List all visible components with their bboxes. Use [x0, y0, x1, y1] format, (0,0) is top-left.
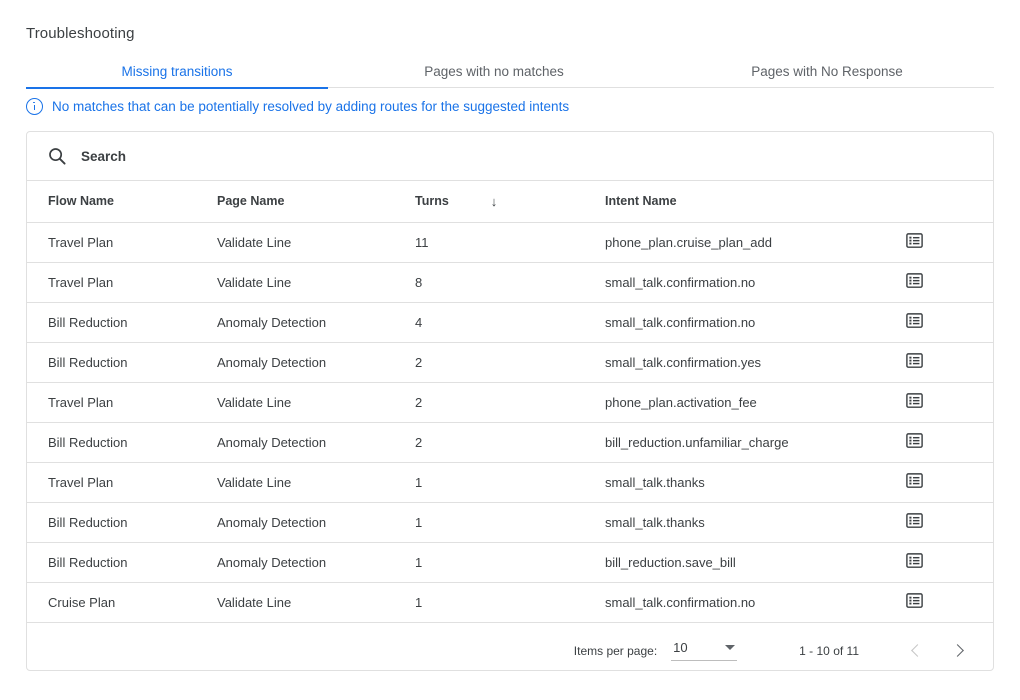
cell-actions: [905, 542, 993, 582]
view-details-icon[interactable]: [905, 551, 924, 570]
chevron-right-icon: [951, 644, 964, 657]
cell-flow-name: Travel Plan: [27, 262, 217, 302]
cell-intent-name: small_talk.thanks: [605, 502, 905, 542]
column-header-actions: [905, 181, 993, 222]
table-row[interactable]: [27, 222, 993, 262]
view-details-icon[interactable]: [905, 431, 924, 450]
column-header-turns-label: Turns: [415, 194, 449, 209]
table-row[interactable]: [27, 422, 993, 462]
cell-turns: 11: [415, 222, 605, 262]
cell-flow-name: Cruise Plan: [27, 582, 217, 622]
cell-actions: [905, 342, 993, 382]
search-icon[interactable]: [47, 146, 67, 166]
cell-intent-name: small_talk.confirmation.no: [605, 582, 905, 622]
cell-intent-name: small_talk.confirmation.no: [605, 302, 905, 342]
cell-intent-name: bill_reduction.unfamiliar_charge: [605, 422, 905, 462]
view-details-icon[interactable]: [905, 231, 924, 250]
cell-intent-name: phone_plan.activation_fee: [605, 382, 905, 422]
cell-page-name: Validate Line: [217, 382, 415, 422]
cell-flow-name: Travel Plan: [27, 222, 217, 262]
tab-pages-with-no-matches[interactable]: Pages with no matches: [424, 63, 564, 79]
cell-turns: 1: [415, 582, 605, 622]
chevron-left-icon: [911, 644, 924, 657]
cell-page-name: Validate Line: [217, 222, 415, 262]
cell-page-name: Validate Line: [217, 582, 415, 622]
cell-actions: [905, 262, 993, 302]
cell-flow-name: Travel Plan: [27, 462, 217, 502]
cell-turns: 1: [415, 462, 605, 502]
view-details-icon[interactable]: [905, 391, 924, 410]
view-details-icon[interactable]: [905, 271, 924, 290]
view-details-icon[interactable]: [905, 351, 924, 370]
cell-turns: 4: [415, 302, 605, 342]
column-header-turns[interactable]: [415, 181, 605, 222]
table-header: [27, 181, 993, 222]
cell-intent-name: bill_reduction.save_bill: [605, 542, 905, 582]
cell-page-name: Anomaly Detection: [217, 502, 415, 542]
cell-turns: 2: [415, 382, 605, 422]
table-row[interactable]: [27, 262, 993, 302]
next-page-button[interactable]: [937, 631, 977, 671]
column-header-flow-name[interactable]: Flow Name: [27, 181, 217, 222]
cell-turns: 8: [415, 262, 605, 302]
cell-intent-name: small_talk.confirmation.yes: [605, 342, 905, 382]
items-per-page-select[interactable]: [671, 640, 737, 661]
missing-transitions-table: [27, 181, 993, 623]
cell-flow-name: Bill Reduction: [27, 422, 217, 462]
cell-actions: [905, 382, 993, 422]
info-banner-text: No matches that can be potentially resolved by adding routes for the suggested intents: [52, 99, 570, 114]
cell-actions: [905, 302, 993, 342]
search-bar: [27, 132, 993, 181]
view-details-icon[interactable]: [905, 311, 924, 330]
sort-descending-icon[interactable]: ↓: [490, 193, 498, 209]
cell-actions: [905, 582, 993, 622]
tab-pages-with-no-response[interactable]: Pages with No Response: [751, 63, 903, 79]
cell-intent-name: phone_plan.cruise_plan_add: [605, 222, 905, 262]
view-details-icon[interactable]: [905, 511, 924, 530]
table-body: [27, 222, 993, 622]
cell-actions: [905, 422, 993, 462]
items-per-page-value: 10: [673, 640, 688, 655]
cell-page-name: Validate Line: [217, 262, 415, 302]
cell-flow-name: Bill Reduction: [27, 302, 217, 342]
cell-flow-name: Travel Plan: [27, 382, 217, 422]
column-header-page-name[interactable]: Page Name: [217, 181, 415, 222]
table-row[interactable]: [27, 382, 993, 422]
table-row[interactable]: [27, 542, 993, 582]
cell-turns: 2: [415, 342, 605, 382]
cell-turns: 2: [415, 422, 605, 462]
items-per-page-label: Items per page:: [573, 643, 658, 658]
cell-page-name: Anomaly Detection: [217, 422, 415, 462]
cell-actions: [905, 502, 993, 542]
cell-actions: [905, 462, 993, 502]
paginator: [27, 623, 993, 679]
table-row[interactable]: [27, 502, 993, 542]
cell-flow-name: Bill Reduction: [27, 342, 217, 382]
chevron-down-icon: [725, 645, 735, 650]
page-title: Troubleshooting: [26, 25, 135, 42]
cell-flow-name: Bill Reduction: [27, 502, 217, 542]
cell-flow-name: Bill Reduction: [27, 542, 217, 582]
table-row[interactable]: [27, 462, 993, 502]
info-banner: [26, 98, 569, 115]
results-card: [26, 131, 994, 671]
page-range-label: 1 - 10 of 11: [799, 643, 859, 658]
view-details-icon[interactable]: [905, 591, 924, 610]
column-header-intent-name[interactable]: Intent Name: [605, 181, 905, 222]
info-icon: [26, 98, 43, 115]
cell-actions: [905, 222, 993, 262]
table-row[interactable]: [27, 302, 993, 342]
cell-intent-name: small_talk.thanks: [605, 462, 905, 502]
cell-page-name: Anomaly Detection: [217, 542, 415, 582]
search-input[interactable]: [81, 149, 481, 164]
cell-page-name: Anomaly Detection: [217, 342, 415, 382]
view-details-icon[interactable]: [905, 471, 924, 490]
cell-turns: 1: [415, 502, 605, 542]
cell-page-name: Anomaly Detection: [217, 302, 415, 342]
tab-missing-transitions[interactable]: Missing transitions: [26, 54, 328, 88]
previous-page-button[interactable]: [897, 631, 937, 671]
table-row[interactable]: [27, 582, 993, 622]
cell-turns: 1: [415, 542, 605, 582]
table-row[interactable]: [27, 342, 993, 382]
tab-bar: [26, 54, 994, 88]
cell-intent-name: small_talk.confirmation.no: [605, 262, 905, 302]
cell-page-name: Validate Line: [217, 462, 415, 502]
